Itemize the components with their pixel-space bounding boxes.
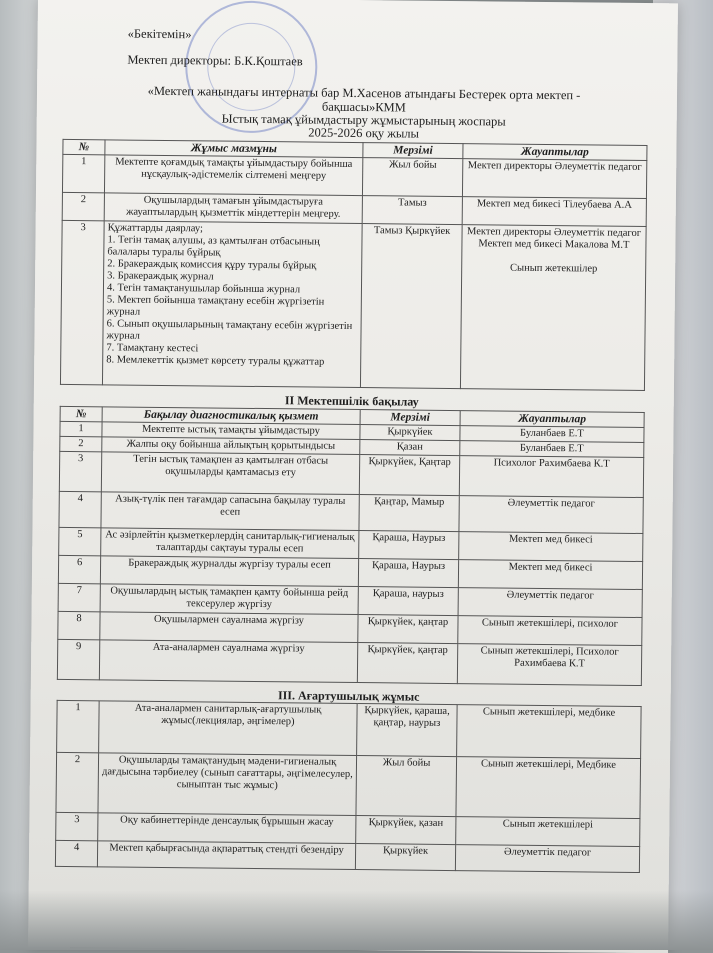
row-number: 9: [57, 639, 99, 679]
column-header: Жауаптылар: [460, 411, 644, 428]
row-responsible: Мектеп директоры Әлеуметтік педагог: [462, 159, 646, 199]
row-term: Жыл бойы: [362, 158, 462, 197]
row-responsible: Буланбаев Е.Т: [460, 441, 644, 458]
column-header: Мерзімі: [360, 410, 460, 426]
row-number: 8: [58, 611, 100, 639]
row-number: 4: [55, 840, 97, 866]
background-bottom-shadow: [0, 890, 713, 950]
row-content: Оқушыларды тамақтанудың мәдени-гигиеналық дағдысына тәрбиелеу (сынып сағаттары, әңгімелесулер, сыныптан тыс жұмыс): [98, 753, 357, 816]
row-responsible: Әлеуметтік педагог: [459, 496, 643, 534]
row-number: 1: [57, 700, 100, 752]
row-number: 5: [59, 527, 101, 555]
row-responsible: Психолог Рахимбаева К.Т: [459, 456, 643, 498]
row-term: Қараша, Наурыз: [359, 531, 459, 560]
row-number: 7: [58, 583, 100, 611]
row-content: Ата-аналармен сауалнама жүргізу: [99, 640, 357, 683]
row-content: Тегін ыстық тамақпен аз қамтылған отбасы оқушыларды қамтамасыз ету: [101, 452, 359, 495]
row-term: Қыркүйек: [355, 844, 455, 871]
table-education: [55, 700, 642, 873]
row-responsible: Сынып жетекшілері: [456, 817, 640, 847]
school-name: «Мектеп жанындағы интернаты бар М.Хасенов атындағы Бестерек орта мектеп - бақшасы»КММ: [147, 83, 581, 115]
row-term: Қыркүйек, қаңтар: [358, 615, 458, 644]
row-content: Мектеп қабырғасында ақпараттық стендті безендіру: [97, 841, 355, 870]
plan-title: Ыстық тамақ ұйымдастыру жұмыстарының жоспары: [221, 111, 506, 129]
section-title: II Мектепшілік бақылау: [284, 393, 419, 409]
row-number: 2: [60, 436, 102, 451]
row-number: 3: [59, 451, 101, 491]
row-content: Оқу кабинеттерінде денсаулық бұрышын жасау: [98, 813, 356, 844]
row-number: 3: [56, 812, 98, 840]
row-term: Қыркүйек, қазан: [356, 816, 456, 845]
row-term: Қыркүйек, қаңтар: [357, 643, 457, 684]
row-responsible: Әлеуметтік педагог: [455, 845, 639, 873]
column-header: №: [63, 139, 105, 154]
row-responsible: Буланбаев Е.Т: [460, 426, 644, 443]
row-term: Қазан: [360, 440, 460, 456]
academic-year: 2025-2026 оқу жылы: [308, 125, 420, 141]
section-title: III. Ағартушылық жұмыс: [277, 688, 420, 704]
row-content: Бракераждық журналды жүргізу туралы есеп: [100, 556, 358, 587]
table-work-plan: [60, 139, 648, 391]
row-responsible: Мектеп директоры Әлеуметтік педагог Мектеп мед бикесі Макалова М.Т Сынып жетекшілер: [460, 225, 646, 391]
row-content: Оқушылардың ыстық тамақпен қамту бойынша рейд тексерулер жүргізу: [100, 584, 358, 615]
row-number: 2: [56, 752, 99, 812]
row-content: Мектепте ыстық тамақты ұйымдастыру: [102, 422, 360, 440]
row-content: Құжаттарды даярлау; 1. Тегін тамақ алушы, аз қамтылған отбасының балалары туралы бұйрық 2. Бракераждық комиссия құру туралы бұйрық 3. Бракераждық журнал 4. Тегін тамақтанушылар бойынша журнал 5. Мектеп бойынша тамақтану есебін жүргізетін журнал 6. Сынып оқушыларының тамақтану есебін жүргізетін журнал 7. Тамақтану кестесі 8. Мемлекеттік қызмет көрсету туралы құжаттар: [102, 221, 362, 388]
table-row: [55, 840, 639, 872]
table-row: [60, 220, 646, 390]
table-control: [57, 406, 645, 686]
row-term: Жыл бойы: [356, 756, 457, 817]
director-line: Мектеп директоры: Б.К.Қоштаев: [127, 52, 303, 69]
row-term: Қараша, наурыз: [358, 587, 458, 616]
row-term: Қыркүйек, Қаңтар: [359, 455, 459, 496]
row-content: Ата-аналармен санитарлық-ағартушылық жұмыс(лекциялар, әңгімелер): [99, 701, 358, 756]
document-sheet: [28, 0, 678, 953]
table-row: [62, 154, 646, 198]
row-content: Оқушылардың тамағын ұйымдастыруға жауаптылардың қызметтік міндеттерін меңгеру.: [104, 193, 362, 224]
row-responsible: Сынып жетекшілері, Медбике: [456, 757, 641, 819]
row-number: 2: [62, 192, 104, 220]
column-header: Жауаптылар: [463, 144, 647, 161]
row-term: Қараша, Наурыз: [358, 559, 458, 588]
row-content: Мектепте қоғамдық тамақты ұйымдастыру бойынша нұсқаулық-әдістемелік сілтемені меңгеру: [104, 155, 362, 196]
row-content: Азық-түлік пен тағамдар сапасына бақылау туралы есеп: [101, 492, 359, 531]
row-term: Тамыз: [362, 196, 462, 225]
row-responsible: Әлеуметтік педагог: [458, 588, 642, 618]
row-number: 1: [60, 421, 102, 436]
row-content: Жалпы оқу бойынша айлықтың қорытындысы: [102, 437, 360, 455]
row-responsible: Мектеп мед бикесі: [458, 560, 642, 590]
table-row: [57, 700, 642, 758]
row-number: 4: [59, 491, 101, 527]
row-responsible: Мектеп мед бикесі Тілеубаева А.А: [462, 197, 646, 227]
row-term: Қыркүйек, қараша, қаңтар, наурыз: [357, 704, 458, 757]
column-header: Жұмыс мазмұны: [105, 140, 363, 158]
column-header: Бақылау диагностикалық қызмет: [102, 407, 360, 425]
row-term: Қаңтар, Мамыр: [359, 495, 459, 532]
approval-label: «Бекітемін»: [127, 26, 192, 42]
table-row: [59, 451, 643, 497]
row-content: Ас әзірлейтін қызметкерлердің санитарлық-гигиеналық талаптарды сақтауы туралы есеп: [101, 528, 359, 559]
row-content: Оқушылармен сауалнама жүргізу: [100, 612, 358, 643]
column-header: Мерзімі: [363, 143, 463, 159]
table-row: [57, 639, 641, 685]
row-responsible: Сынып жетекшілері, медбике: [457, 705, 642, 759]
row-number: 1: [62, 154, 104, 192]
row-number: 3: [60, 220, 104, 384]
row-term: Тамыз Қыркүйек: [360, 224, 462, 389]
row-responsible: Мектеп мед бикесі: [459, 532, 643, 562]
row-responsible: Сынып жетекшілері, Психолог Рахимбаева К.Т: [457, 644, 641, 686]
table-row: [59, 491, 643, 533]
row-number: 6: [58, 555, 100, 583]
row-term: Қыркүйек: [360, 425, 460, 441]
row-responsible: Сынып жетекшілері, психолог: [458, 616, 642, 646]
column-header: №: [60, 406, 102, 421]
table-row: [56, 752, 641, 818]
